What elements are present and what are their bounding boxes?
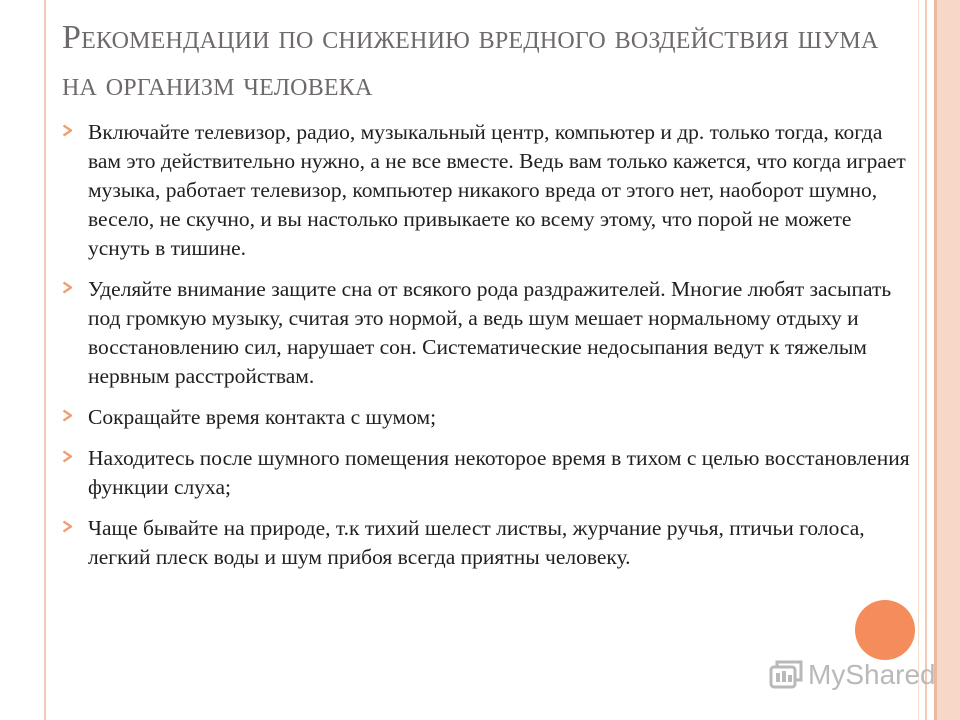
list-item [62, 403, 912, 432]
slide-title: Рекомендации по снижению вредного воздействия шума на организм человека [62, 19, 879, 103]
list-item [62, 514, 912, 572]
right-decor-line-inner [918, 0, 919, 720]
list-item [62, 275, 912, 391]
bullet-icon [62, 520, 73, 533]
list-item [62, 118, 912, 263]
left-decor-line [44, 0, 46, 720]
list-item-text: Уделяйте внимание защите сна от всякого рода раздражителей. Многие любят засыпать под громкую музыку, считая это нормой, а ведь шум мешает нормальному отдыху и восстановлению сил, нарушает сон. Систематические недосыпания ведут к тяжелым нервным расстройствам. [88, 277, 892, 388]
bullet-icon [62, 124, 73, 137]
watermark-text: MyShared [808, 659, 936, 690]
bullet-list [62, 118, 912, 584]
myshared-logo-icon [768, 658, 804, 692]
list-item-text: Сокращайте время контакта с шумом; [88, 405, 437, 429]
bullet-icon [62, 281, 73, 294]
list-item-text: Находитесь после шумного помещения некоторое время в тихом с целью восстановления функции слуха; [88, 446, 910, 499]
list-item-text: Чаще бывайте на природе, т.к тихий шелест листвы, журчание ручья, птичьи голоса, легкий плеск воды и шум прибоя всегда приятны человеку. [88, 516, 865, 569]
list-item [62, 444, 912, 502]
bullet-icon [62, 450, 73, 463]
list-item-text: Включайте телевизор, радио, музыкальный центр, компьютер и др. только тогда, когда вам это действительно нужно, а не все вместе. Ведь вам только кажется, что когда играет музыка, работает телевизор, компьютер никакого вреда от этого нет, наоборот шумно, весело, не скучно, и вы настолько привыкаете ко всему этому, что порой не можете уснуть в тишине. [88, 120, 906, 260]
decorative-circle [855, 600, 915, 660]
right-decor-stripe [934, 0, 960, 720]
bullet-icon [62, 409, 73, 422]
right-decor-line [925, 0, 927, 720]
